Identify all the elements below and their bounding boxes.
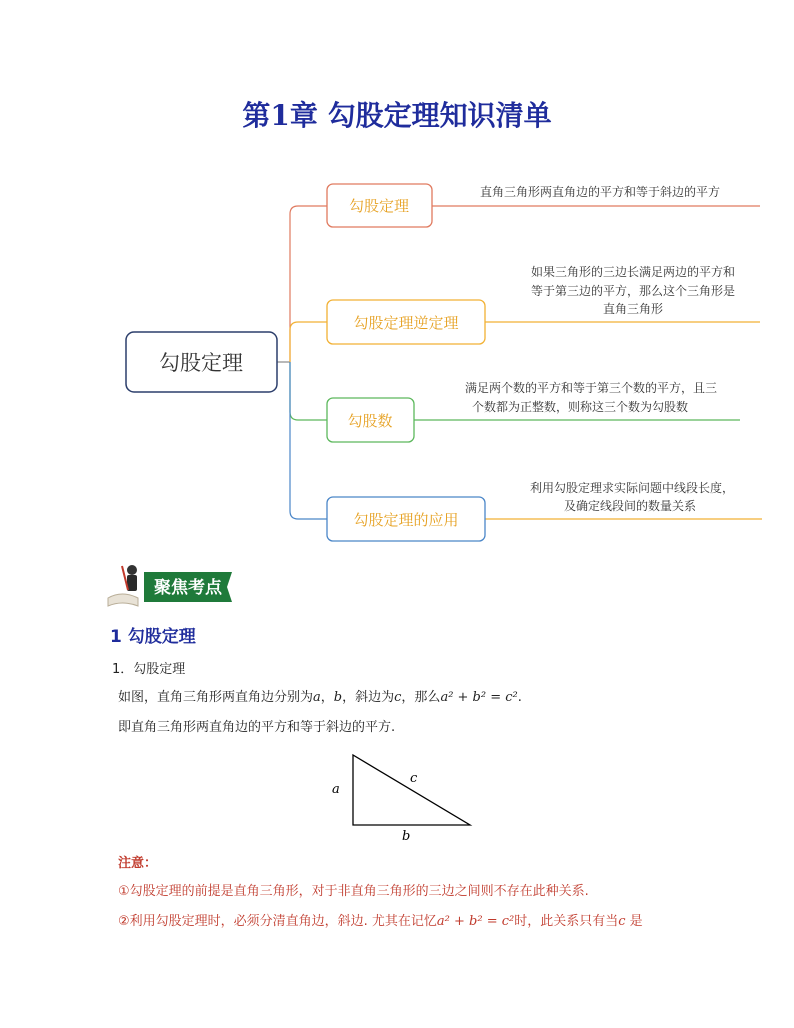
right-triangle bbox=[353, 755, 470, 825]
triangle-label-a: a bbox=[332, 782, 340, 797]
desc-1-line-1: 直角三角形两直角边的平方和等于斜边的平方 bbox=[479, 185, 721, 199]
formula: a² + b² = c² bbox=[440, 690, 518, 705]
desc-4-line-2: 及确定线段间的数量关系 bbox=[563, 499, 697, 513]
right-triangle-figure bbox=[320, 745, 490, 845]
connector-4 bbox=[290, 362, 327, 519]
badge-person-icon bbox=[127, 565, 137, 575]
connector-3 bbox=[290, 362, 327, 420]
item-title: 1．勾股定理 bbox=[112, 662, 186, 677]
definition-line: 如图，直角三角形两直角边分别为a，b，斜边为c，那么a² + b² = c². bbox=[118, 690, 522, 705]
note-var-c: c bbox=[618, 914, 626, 929]
desc-2-line-2: 等于第三边的平方，那么这个三角形是 bbox=[530, 284, 736, 298]
badge-label: 聚焦考点 bbox=[154, 578, 222, 598]
var-c: c bbox=[394, 690, 402, 705]
triangle-label-b: b bbox=[402, 829, 411, 844]
node-application-label: 勾股定理的应用 bbox=[353, 511, 459, 529]
node-pythagorean-label: 勾股定理 bbox=[348, 197, 410, 215]
root-label: 勾股定理 bbox=[159, 351, 243, 375]
connector-1 bbox=[290, 206, 327, 362]
desc-2-line-3: 直角三角形 bbox=[602, 302, 664, 316]
desc-4-line-1: 利用勾股定理求实际问题中线段长度， bbox=[529, 481, 735, 495]
note-2: ②利用勾股定理时，必须分清直角边，斜边. 尤其在记忆a² + b² = c²时，此关系只有当c 是 bbox=[118, 914, 643, 929]
note-heading: 注意： bbox=[118, 856, 158, 871]
note-formula: a² + b² = c² bbox=[436, 914, 515, 929]
var-a: a bbox=[313, 690, 321, 705]
desc-3-line-2: 个数都为正整数，则称这三个数为勾股数 bbox=[471, 400, 689, 414]
focus-badge bbox=[106, 560, 236, 610]
section-title: 1 勾股定理 bbox=[110, 627, 196, 647]
node-triples-label: 勾股数 bbox=[347, 412, 393, 430]
desc-2-line-1: 如果三角形的三边长满足两边的平方和 bbox=[530, 265, 736, 279]
badge-book-icon bbox=[108, 594, 138, 606]
page-title: 第1章 勾股定理知识清单 bbox=[242, 99, 552, 132]
node-converse-label: 勾股定理逆定理 bbox=[353, 314, 459, 332]
desc-3-line-1: 满足两个数的平方和等于第三个数的平方，且三 bbox=[464, 381, 718, 395]
var-b: b bbox=[333, 690, 343, 705]
triangle-label-c: c bbox=[410, 771, 418, 786]
connector-2 bbox=[290, 322, 327, 362]
restatement-line: 即直角三角形两直角边的平方和等于斜边的平方. bbox=[118, 720, 396, 735]
note-1: ①勾股定理的前提是直角三角形，对于非直角三角形的三边之间则不存在此种关系. bbox=[118, 884, 589, 899]
